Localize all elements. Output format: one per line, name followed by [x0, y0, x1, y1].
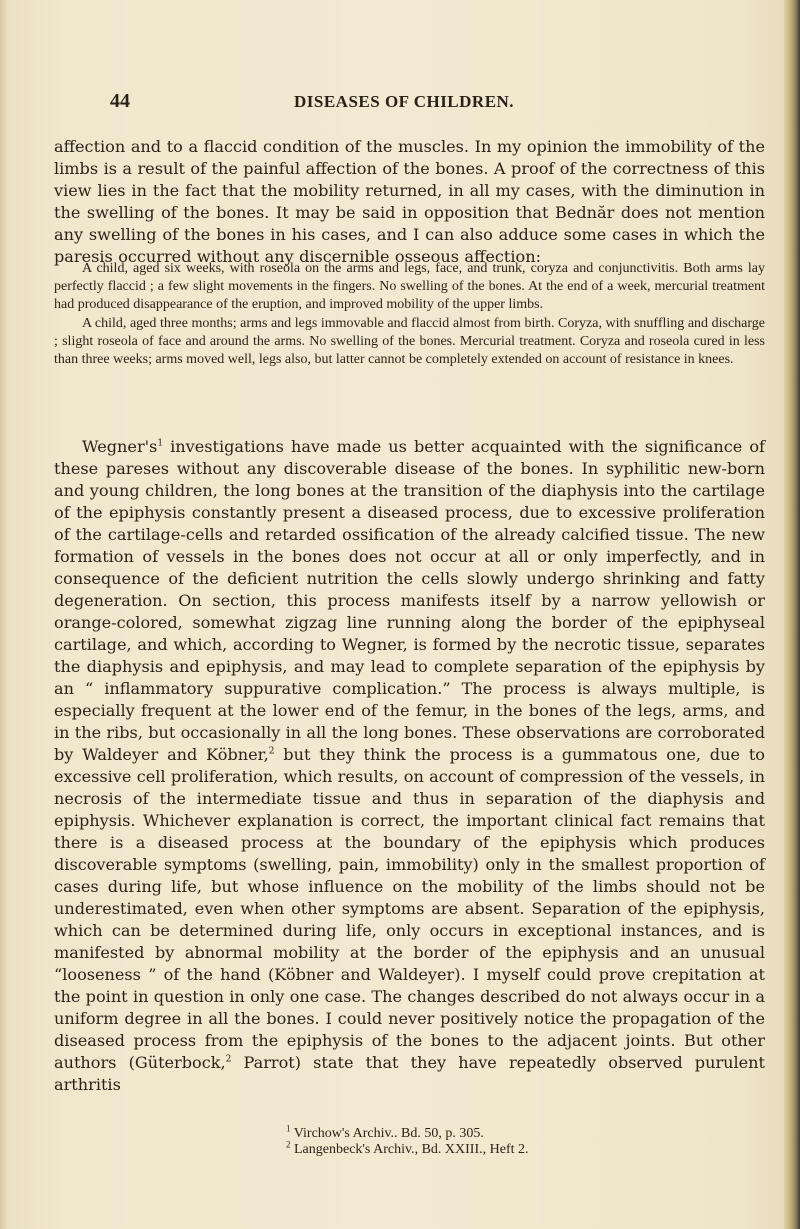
footnote-ref-2-repeat: 2: [225, 1054, 232, 1065]
paragraph-wegner: [54, 436, 765, 1096]
page-header: [110, 90, 770, 116]
footnote-1: [286, 1123, 529, 1142]
footnote-1-text: Virchow's Archiv.. Bd. 50, p. 305.: [290, 1126, 484, 1141]
footnote-ref-2: 2: [268, 746, 275, 757]
footnote-1-mark: 1: [286, 1123, 291, 1134]
footnote-2-mark: 2: [286, 1138, 291, 1149]
page-left-edge: [0, 0, 8, 1229]
case-report-1: A child, aged six weeks, with roseola on the arms and legs, face, and trunk, coryza and conjunctivitis. Both arms lay perfectly flaccid ; a few slight movements in the fingers. No swelling of the bones. At the end of a week, mercurial treatment had produced disappearance of the eruption, and improved mobility of the upper limbs.: [54, 261, 765, 313]
footnote-2-text: Langenbeck's Archiv., Bd. XXIII., Heft 2.: [290, 1141, 529, 1157]
footnote-2: [286, 1138, 529, 1158]
paragraph-wegner-part-2: but they think the process is a gummatous one, due to excessive cell proliferation, which results, on account of compression of the vessels, in necrosis of the intermediate tissue and thus in separation of the diaphysis and epiphysis. Whichever explanation is correct, the important clinical fact remains that there is a diseased process at the boundary of the epiphysis which produces discoverable symptoms (swelling, pain, immobility) only in the smallest proportion of cases during life, but whose influence on the mobility of the limbs should not be underestimated, even when other symptoms are absent. Separation of the epiphysis, which can be determined during life, only occurs in exceptional instances, and is manifested by abnormal mobility at the border of the epiphysis and an unusual “looseness ” of the hand (Köbner and Waldeyer). I myself could prove crepitation at the point in question in only one case. The changes described do not always occur in a uniform degree in all the bones. I could never positively notice the propagation of the diseased process from the epiphysis of the bones to the adjacent joints. But other authors (Güterbock,: [54, 745, 765, 1072]
page-right-edge-shadow: [784, 0, 800, 1229]
paragraph-wegner-start: Wegner's: [82, 437, 158, 456]
footnotes: [286, 1123, 529, 1157]
case-report-2: A child, aged three months; arms and legs immovable and flaccid almost from birth. Coryza, with snuffling and discharge ; slight roseola of face and around the arms. No swelling of the bones. Mercurial treatment. Coryza and roseola cured in less than three weeks; arms moved well, legs also, but latter cannot be completely extended on account of resistance in knees.: [54, 315, 765, 368]
case-reports: [54, 260, 765, 369]
paragraph-opening: affection and to a flaccid condition of the muscles. In my opinion the immobility of the limbs is a result of the painful affection of the bones. A proof of the correctness of this view lies in the fact that the mobility returned, in all my cases, with the diminution in the swelling of the bones. It may be said in opposition that Bednăr does not mention any swelling of the bones in his cases, and I can also adduce some cases in which the paresis occurred without any discernible osseous affection:: [54, 137, 765, 266]
paragraph-wegner-part-1: investigations have made us better acquainted with the significance of these pareses without any discoverable disease of the bones. In syphilitic new-born and young children, the long bones at the transition of the diaphysis into the cartilage of the epiphysis constantly present a diseased process, due to excessive proliferation of the cartilage-cells and retarded ossification of the already calcified tissue. The new formation of vessels in the bones does not occur at all or only imperfectly, and in consequence of the deficient nutrition the cells slowly undergo shrinking and fatty degeneration. On section, this process manifests itself by a narrow yellowish or orange-colored, somewhat zigzag line running along the border of the epiphyseal cartilage, and which, according to Wegner, is formed by the necrotic tissue, separates the diaphysis and epiphysis, and may lead to complete separation of the epiphysis by an “ inflammatory suppurative complication.” The process is always multiple, is especially frequent at the lower end of the femur, in the bones of the legs, arms, and in the ribs, but occasionally in all the long bones. These observations are corroborated by Waldeyer and Köbner,: [54, 437, 765, 764]
footnote-ref-1: 1: [157, 438, 164, 449]
running-head: DISEASES OF CHILDREN.: [294, 92, 515, 111]
page-number: 44: [110, 90, 130, 112]
paragraph-wegner-end: Parrot) state that they have repeatedly observed purulent arthritis: [54, 1053, 766, 1094]
